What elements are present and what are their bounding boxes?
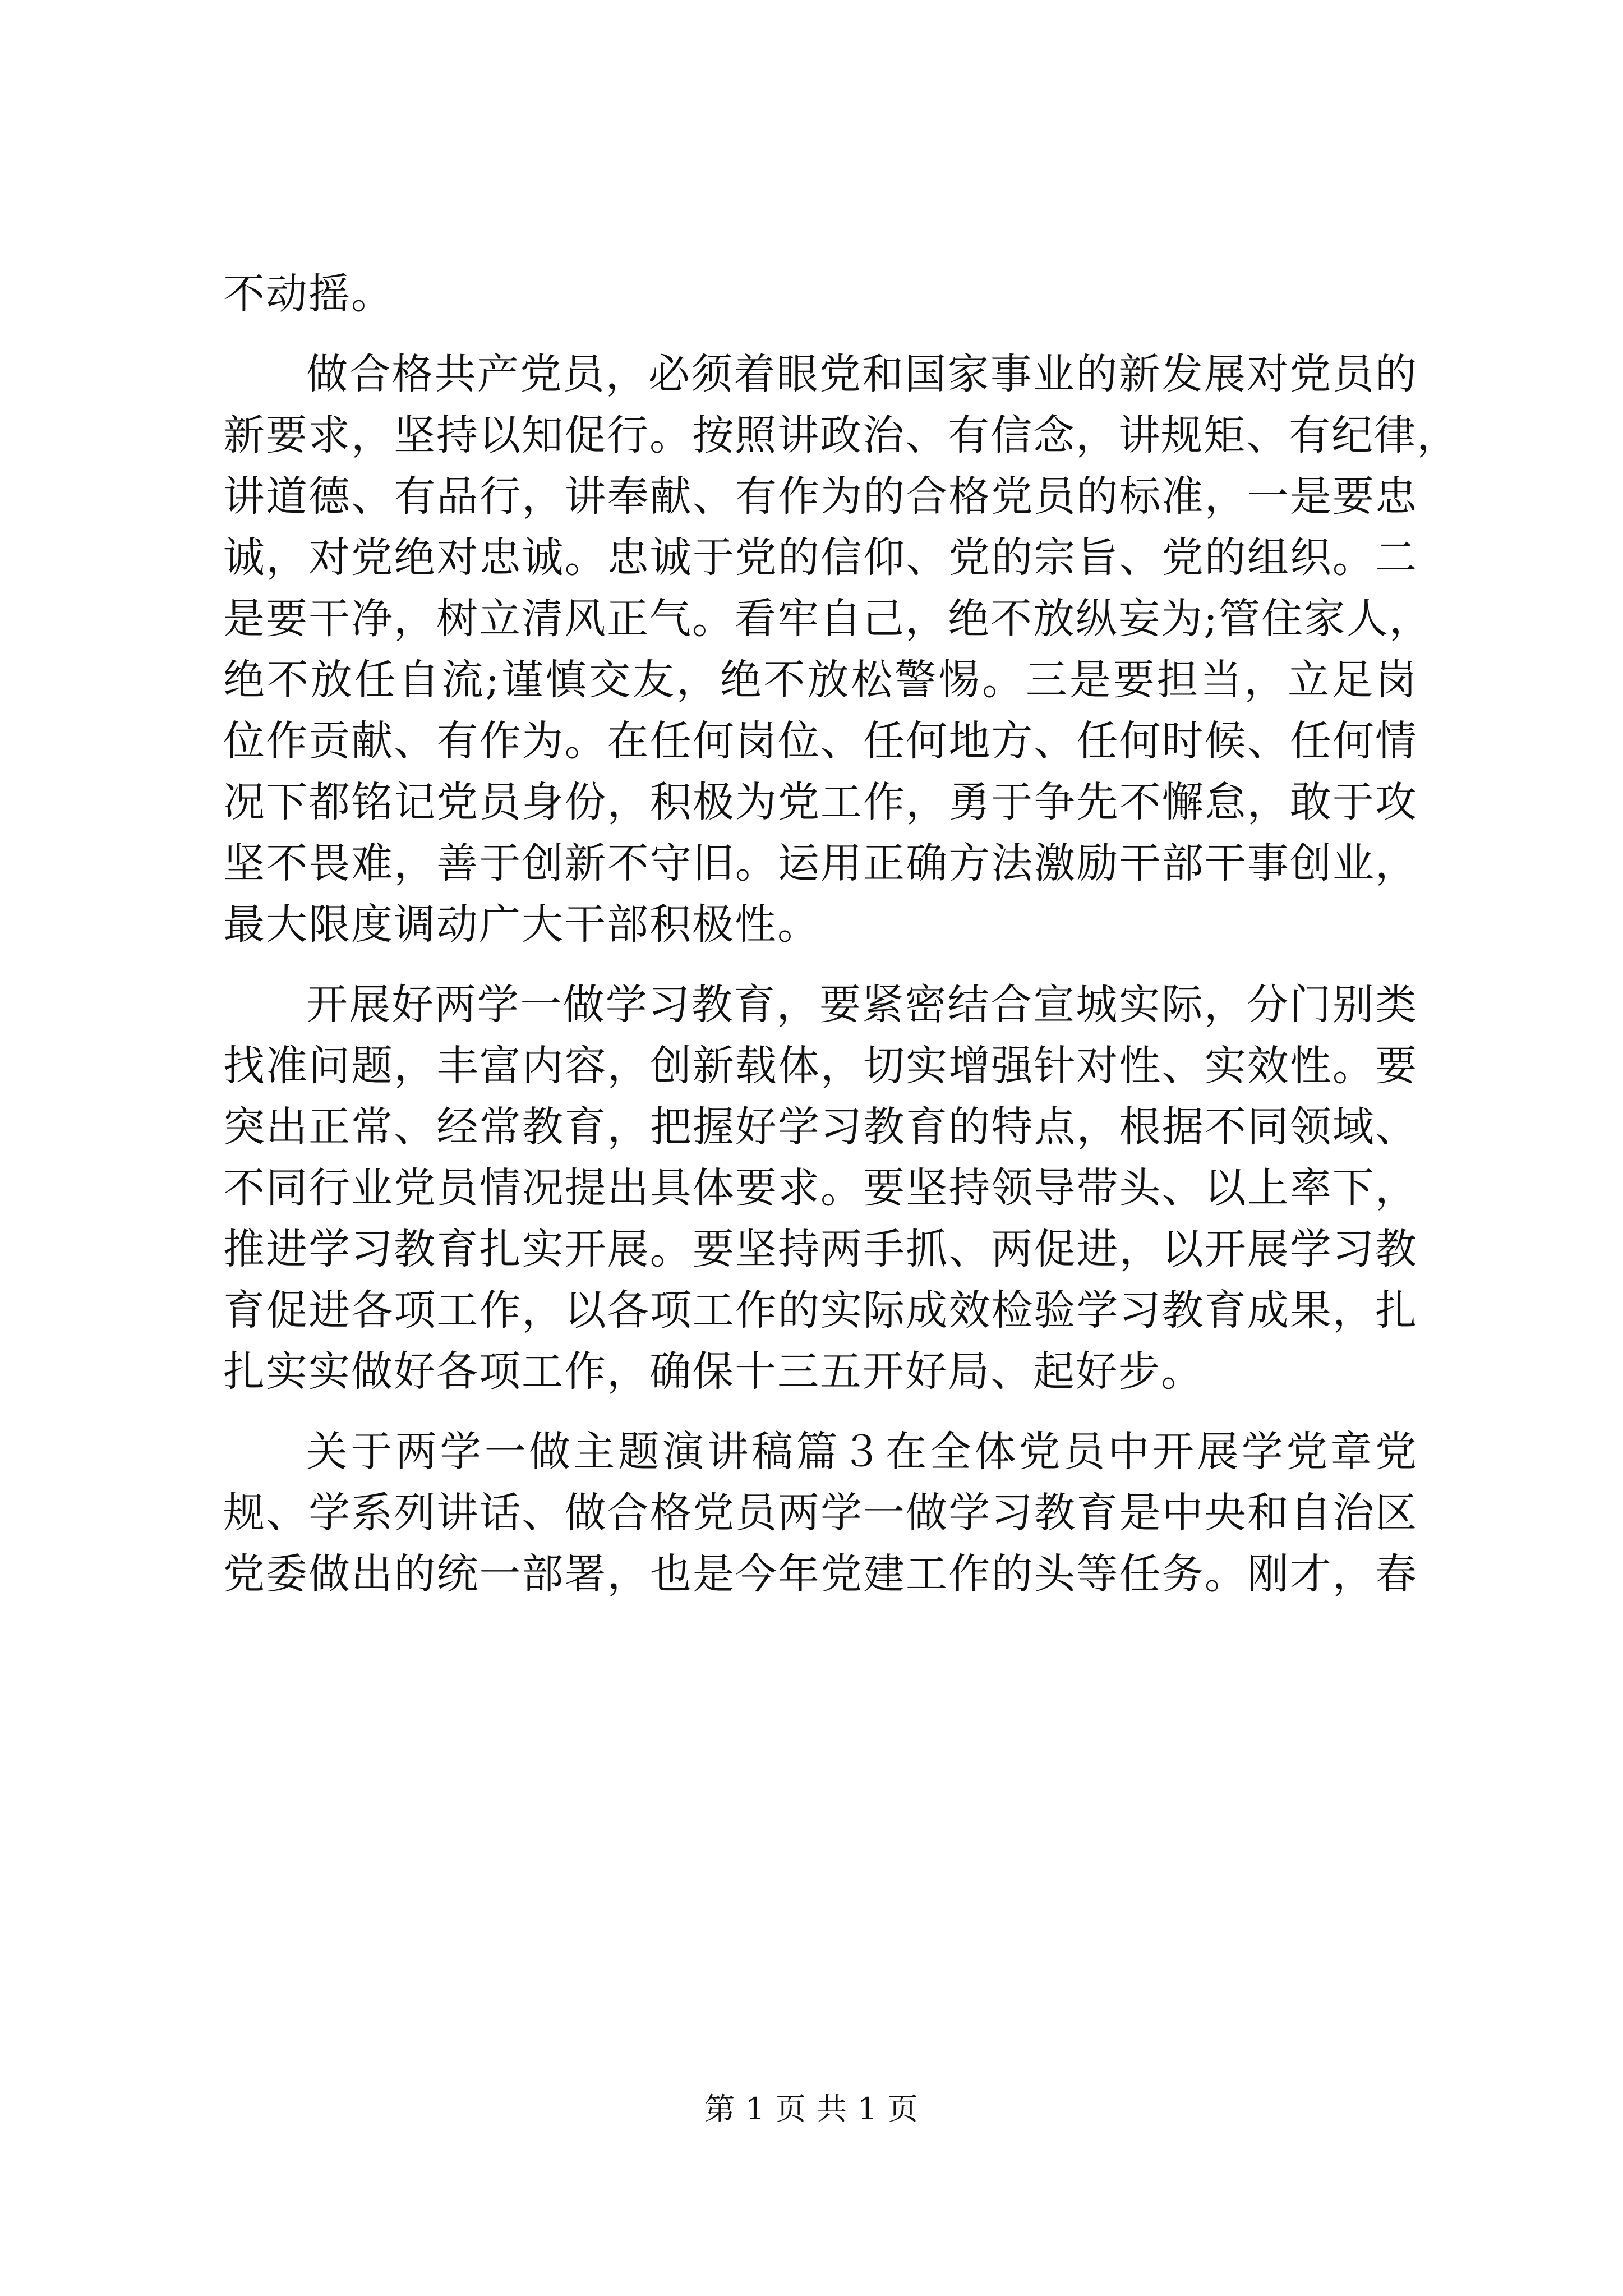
paragraph-4-line-2: 规、学系列讲话、做合格党员两学一做学习教育是中央和自治区 bbox=[223, 1489, 1418, 1537]
paragraph-2-line-5: 是要干净，树立清风正气。看牢自己，绝不放纵妄为;管住家人， bbox=[223, 595, 1432, 643]
paragraph-3-line-7: 扎实实做好各项工作，确保十三五开好局、起好步。 bbox=[223, 1347, 1204, 1396]
paragraph-3-line-1: 开展好两学一做学习教育，要紧密结合宣城实际，分门别类 bbox=[306, 981, 1418, 1029]
paragraph-4-line-1: 关于两学一做主题演讲稿篇３在全体党员中开展学党章党 bbox=[306, 1428, 1418, 1476]
paragraph-2-line-8: 况下都铭记党员身份，积极为党工作，勇于争先不懈怠，敢于攻 bbox=[223, 778, 1418, 826]
paragraph-3-line-6: 育促进各项工作，以各项工作的实际成效检验学习教育成果，扎 bbox=[223, 1286, 1418, 1335]
paragraph-2-line-4: 诚，对党绝对忠诚。忠诚于党的信仰、党的宗旨、党的组织。二 bbox=[223, 533, 1418, 582]
paragraph-3-line-5: 推进学习教育扎实开展。要坚持两手抓、两促进，以开展学习教 bbox=[223, 1225, 1418, 1273]
paragraph-4-line-3: 党委做出的统一部署，也是今年党建工作的头等任务。刚才，春 bbox=[223, 1550, 1418, 1598]
paragraph-2-line-1: 做合格共产党员，必须着眼党和国家事业的新发展对党员的 bbox=[306, 350, 1418, 398]
paragraph-3-line-3: 突出正常、经常教育，把握好学习教育的特点，根据不同领域、 bbox=[223, 1103, 1418, 1151]
page-footer: 第 1 页 共 1 页 bbox=[704, 2091, 919, 2127]
paragraph-2-line-3: 讲道德、有品行，讲奉献、有作为的合格党员的标准，一是要忠 bbox=[223, 472, 1418, 521]
document-body bbox=[223, 264, 1459, 1605]
paragraph-3-line-4: 不同行业党员情况提出具体要求。要坚持领导带头、以上率下， bbox=[223, 1164, 1418, 1212]
paragraph-2-line-9: 坚不畏难，善于创新不守旧。运用正确方法激励干部干事创业， bbox=[223, 839, 1418, 887]
paragraph-2-line-7: 位作贡献、有作为。在任何岗位、任何地方、任何时候、任何情 bbox=[223, 717, 1418, 765]
paragraph-2-line-10: 最大限度调动广大干部积极性。 bbox=[223, 900, 820, 949]
paragraph-2-line-2: 新要求，坚持以知促行。按照讲政治、有信念，讲规矩、有纪律， bbox=[223, 411, 1459, 459]
paragraph-2-line-6: 绝不放任自流;谨慎交友，绝不放松警惕。三是要担当，立足岗 bbox=[223, 656, 1418, 704]
paragraph-1-line-1: 不动摇。 bbox=[223, 270, 394, 318]
paragraph-3-line-2: 找准问题，丰富内容，创新载体，切实增强针对性、实效性。要 bbox=[223, 1042, 1418, 1090]
